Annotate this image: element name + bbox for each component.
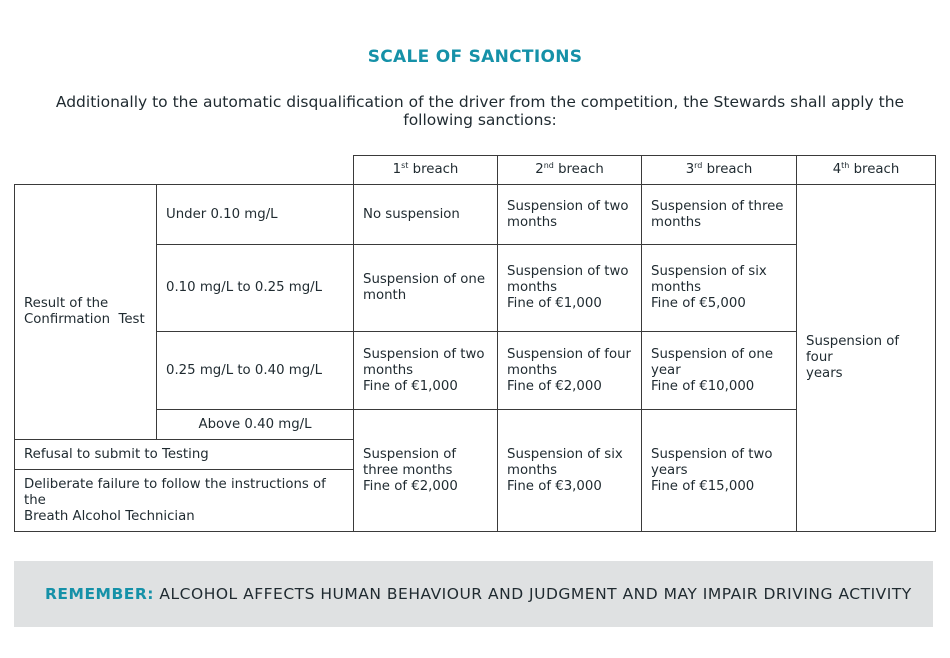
sanction-cell: Suspension of two months Fine of €1,000 <box>498 245 642 332</box>
sanction-cell: Suspension of one year Fine of €10,000 <box>642 332 797 410</box>
sanction-cell: Suspension of two years Fine of €15,000 <box>642 410 797 532</box>
header-row <box>15 156 936 185</box>
header-breach-1: 1st breach <box>354 156 498 185</box>
header-blank <box>15 156 354 185</box>
level-cell: 0.25 mg/L to 0.40 mg/L <box>157 332 354 410</box>
fourth-breach-cell: Suspension of four years <box>797 185 936 532</box>
header-breach-2: 2nd breach <box>498 156 642 185</box>
intro-paragraph: Additionally to the automatic disqualification of the driver from the competition, the Stewards shall apply the following sanctions: <box>55 93 905 129</box>
level-cell: Above 0.40 mg/L <box>157 410 354 440</box>
sanction-cell: Suspension of two months Fine of €1,000 <box>354 332 498 410</box>
sanction-cell: Suspension of six months Fine of €5,000 <box>642 245 797 332</box>
sanctions-table <box>14 155 936 532</box>
reminder-banner <box>14 561 933 627</box>
reminder-text <box>45 585 912 603</box>
header-breach-4: 4th breach <box>797 156 936 185</box>
sanction-cell: No suspension <box>354 185 498 245</box>
header-breach-3: 3rd breach <box>642 156 797 185</box>
reminder-keyword: REMEMBER: <box>45 585 154 603</box>
group-label-cell: Result of the Confirmation Test <box>15 185 157 440</box>
page-title: SCALE OF SANCTIONS <box>367 47 583 67</box>
sanction-cell: Suspension of four months Fine of €2,000 <box>498 332 642 410</box>
sanction-cell: Suspension of two months <box>498 185 642 245</box>
level-cell: Under 0.10 mg/L <box>157 185 354 245</box>
refusal-cell: Refusal to submit to Testing <box>15 440 354 470</box>
table-row <box>15 185 936 245</box>
sanction-cell: Suspension of one month <box>354 245 498 332</box>
deliberate-failure-cell: Deliberate failure to follow the instructions of the Breath Alcohol Technician <box>15 470 354 532</box>
sanction-cell: Suspension of three months Fine of €2,000 <box>354 410 498 532</box>
sanction-cell: Suspension of six months Fine of €3,000 <box>498 410 642 532</box>
level-cell: 0.10 mg/L to 0.25 mg/L <box>157 245 354 332</box>
sanction-cell: Suspension of three months <box>642 185 797 245</box>
reminder-message: ALCOHOL AFFECTS HUMAN BEHAVIOUR AND JUDGMENT AND MAY IMPAIR DRIVING ACTIVITY <box>154 585 912 603</box>
